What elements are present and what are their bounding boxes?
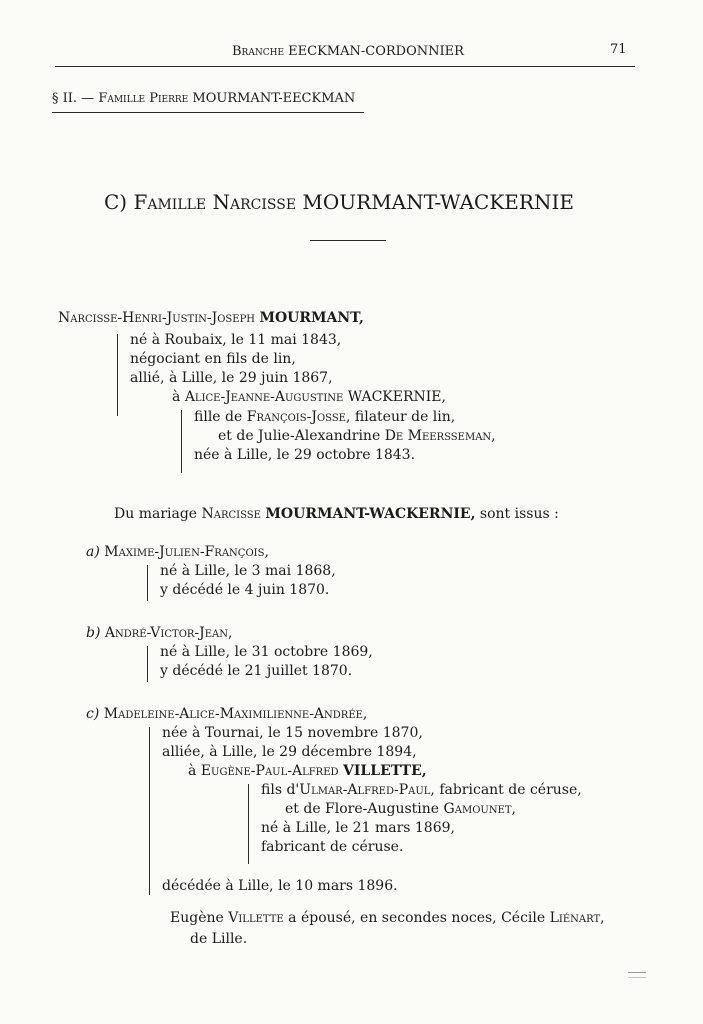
note-text: a épousé, en secondes noces, Cécile	[288, 910, 546, 926]
spouse-father-occ: filateur de lin,	[354, 409, 456, 425]
spouse-father: François-Josse,	[246, 409, 351, 425]
child-c-spouse-father-occ: fabricant de céruse,	[439, 782, 582, 798]
narcisse-surname: MOURMANT,	[259, 310, 364, 326]
child-c-spouse-occupation: fabricant de céruse.	[261, 839, 404, 855]
title-label: Famille Narcisse	[133, 190, 297, 214]
running-title-prefix: Branche	[232, 44, 285, 59]
child-c-birth: née à Tournai, le 15 novembre 1870,	[162, 725, 423, 741]
narcisse-spouse	[172, 389, 446, 405]
running-title-name: EECKMAN-CORDONNIER	[288, 44, 464, 59]
child-c-spouse-surname: VILLETTE,	[342, 763, 427, 779]
stamp-mark	[628, 972, 646, 978]
page-number: 71	[610, 42, 627, 57]
child-a-bracket	[147, 565, 148, 601]
spouse-father-prefix: fille de	[194, 409, 243, 425]
child-c-spouse	[188, 763, 427, 779]
child-a-name-line	[86, 544, 269, 560]
note-surname: Villette	[228, 910, 284, 926]
child-a-death: y décédé le 4 juin 1870.	[160, 582, 330, 598]
issue-line	[114, 506, 559, 522]
narcisse-occupation: négociant en fils de lin,	[130, 351, 296, 367]
child-b-birth: né à Lille, le 31 octobre 1869,	[160, 644, 373, 660]
child-b-name: André-Victor-Jean,	[104, 625, 233, 641]
section-name: MOURMANT-EECKMAN	[192, 91, 356, 106]
narcisse-name-line	[58, 310, 364, 326]
note-line-2: de Lille.	[190, 931, 248, 947]
section-underline	[52, 112, 364, 113]
child-c-spouse-father: Ulmar-Alfred-Paul,	[299, 782, 435, 798]
title-name: MOURMANT-WACKERNIE	[302, 190, 574, 214]
spouse-prefix: à	[172, 389, 181, 405]
spouse-mother-surname: De Meersseman,	[384, 428, 496, 444]
child-c-letter: c)	[86, 706, 100, 722]
title-letter: C)	[104, 190, 128, 214]
child-c-spouse-mother-surname: Gamounet,	[443, 801, 516, 817]
spouse-given: Alice-Jeanne-Augustine	[184, 389, 344, 405]
child-a-letter: a)	[86, 544, 100, 560]
narcisse-birth: né à Roubaix, le 11 mai 1843,	[130, 332, 342, 348]
running-title	[232, 44, 464, 59]
child-c-spouse-given: Eugène-Paul-Alfred	[200, 763, 339, 779]
child-b-letter: b)	[86, 625, 101, 641]
narcisse-marriage: allié, à Lille, le 29 juin 1867,	[130, 370, 333, 386]
child-c-spouse-prefix: à	[188, 763, 197, 779]
child-a-name: Maxime-Julien-François,	[104, 544, 269, 560]
child-c-name-line	[86, 706, 367, 722]
child-c-spouse-mother-prefix: et de Flore-Augustine	[285, 801, 440, 817]
spouse-father-line	[194, 409, 455, 425]
child-c-spouse-birth: né à Lille, le 21 mars 1869,	[261, 820, 455, 836]
child-c-marriage: alliée, à Lille, le 29 décembre 1894,	[162, 744, 417, 760]
header-rule	[55, 66, 635, 67]
issue-surname: MOURMANT-WACKERNIE,	[265, 506, 476, 522]
section-prefix: § II. —	[52, 91, 95, 106]
note-second-surname: Liénart,	[549, 910, 605, 926]
child-a-birth: né à Lille, le 3 mai 1868,	[160, 563, 336, 579]
issue-given: Narcisse	[201, 506, 261, 522]
spouse-mother-line	[218, 428, 496, 444]
spouse-bracket	[181, 410, 182, 473]
issue-suffix: sont issus :	[479, 506, 559, 522]
child-b-bracket	[147, 646, 148, 682]
child-c-spouse-mother-line	[285, 801, 516, 817]
spouse-birth: née à Lille, le 29 octobre 1843.	[194, 447, 416, 463]
child-b-death: y décédé le 21 juillet 1870.	[160, 663, 353, 679]
title-separator	[310, 240, 386, 241]
page-title	[104, 190, 574, 214]
child-c-death: décédée à Lille, le 10 mars 1896.	[162, 878, 398, 894]
spouse-surname: WACKERNIE,	[347, 389, 446, 405]
child-c-spouse-father-line	[261, 782, 582, 798]
narcisse-given: Narcisse-Henri-Justin-Joseph	[58, 310, 256, 326]
spouse-mother-prefix: et de Julie-Alexandrine	[218, 428, 381, 444]
child-c-name: Madeleine-Alice-Maximilienne-Andrée,	[103, 706, 368, 722]
child-b-name-line	[86, 625, 232, 641]
section-label: Famille Pierre	[98, 91, 189, 106]
note-given: Eugène	[170, 910, 224, 926]
note-line-1	[170, 910, 605, 926]
narcisse-bracket	[117, 334, 118, 416]
issue-prefix: Du mariage	[114, 506, 198, 522]
child-c-spouse-father-prefix: fils d'	[261, 782, 300, 798]
section-heading	[52, 91, 355, 106]
child-c-spouse-bracket	[248, 784, 249, 864]
child-c-bracket	[149, 727, 150, 895]
